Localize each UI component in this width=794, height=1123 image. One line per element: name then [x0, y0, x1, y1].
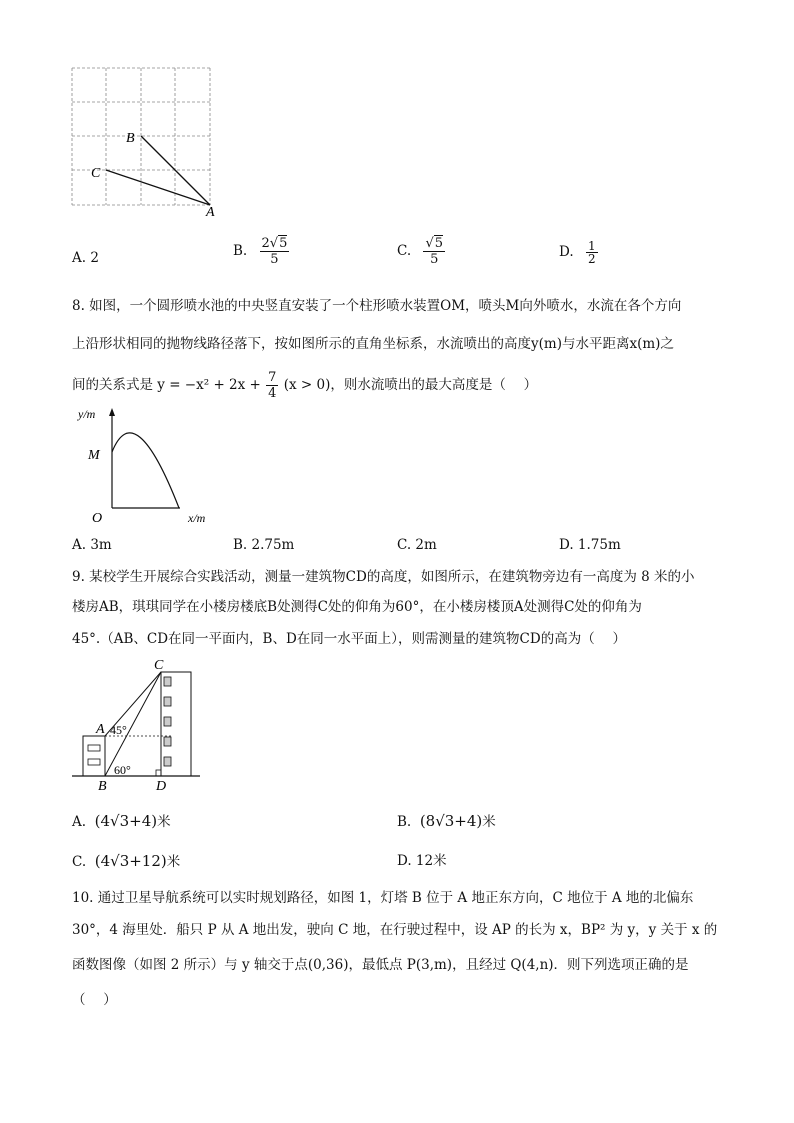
q10-line-3: 函数图像（如图 2 所示）与 y 轴交于点(0,36)，最低点 P(3,m)，且经过 Q(4,n)．则下列选项正确的是 [72, 957, 689, 973]
q10-line-1: 10. 通过卫星导航系统可以实时规划路径，如图 1，灯塔 B 位于 A 地正东方向，C 地位于 A 地的北偏东 [72, 890, 694, 906]
q7-option-c[interactable] [397, 236, 445, 267]
x-axis-label: x/m [188, 511, 206, 525]
q9-option-b[interactable]: B. (8√3+4)米 [397, 812, 496, 830]
q9-line-3: 45°.（AB、CD在同一平面内，B、D在同一水平面上），则需测量的建筑物CD的高为（ ） [72, 631, 626, 647]
label-c: C [91, 166, 101, 181]
q9-option-a[interactable]: A. (4√3+4)米 [72, 812, 171, 830]
q8-parabola-figure [72, 402, 222, 527]
q8-line-2: 上沿形状相同的抛物线路径落下，按如图所示的直角坐标系，水流喷出的高度y(m)与水平距离x(m)之 [72, 336, 674, 352]
segment-ca [106, 170, 210, 205]
q8-option-a[interactable]: A. 3m [72, 537, 112, 553]
q8-option-b[interactable]: B. 2.75m [233, 537, 295, 553]
q7-option-c-fraction: $\frac{√5}{5}$ [425, 236, 444, 267]
q9-line-1: 9. 某校学生开展综合实践活动，测量一建筑物CD的高度，如图所示，在建筑物旁边有一高度为 8 米的小 [72, 569, 695, 585]
q7-option-a[interactable]: A. 2 [72, 250, 99, 266]
label-b: B [98, 779, 107, 794]
tall-window-1 [164, 677, 171, 686]
q10-line-4: （ ） [72, 992, 117, 1008]
small-building-ab [83, 736, 105, 776]
window-2 [88, 759, 100, 765]
q7-option-b-label: B. [233, 243, 248, 259]
tall-window-4 [164, 737, 171, 746]
tall-window-5 [164, 757, 171, 766]
q8-option-d[interactable]: D. 1.75m [559, 537, 621, 553]
q7-option-b-fraction: $\frac{2√5}{5}$ [261, 236, 288, 267]
q7-option-d-fraction: $\frac{1}{2}$ [587, 239, 596, 266]
right-angle-mark [156, 770, 161, 776]
q8-option-c[interactable]: C. 2m [397, 537, 437, 553]
parabola-curve [112, 433, 179, 508]
y-axis-label: y/m [78, 407, 96, 421]
q9-buildings-figure [68, 656, 208, 796]
q7-option-c-label: C. [397, 243, 412, 259]
tall-window-3 [164, 717, 171, 726]
q9-line-2: 楼房AB，琪琪同学在小楼房楼底B处测得C处的仰角为60°，在小楼房楼顶A处测得C处的仰角为 [72, 599, 642, 615]
label-a: A [96, 722, 105, 737]
label-a: A [206, 205, 215, 220]
q9-option-c[interactable]: C. (4√3+12)米 [72, 852, 181, 870]
label-d: D [156, 779, 167, 794]
q7-grid-figure [60, 60, 230, 220]
angle-60: 60° [114, 763, 131, 777]
q9-option-d[interactable]: D. 12米 [397, 853, 447, 869]
q7-option-d-label: D. [559, 244, 574, 260]
q7-option-d[interactable] [559, 240, 598, 265]
window-1 [88, 745, 100, 751]
tall-window-2 [164, 697, 171, 706]
q7-option-b[interactable] [233, 236, 289, 267]
y-axis-arrow [109, 408, 115, 416]
angle-45: 45° [110, 723, 127, 737]
m-label: M [88, 448, 100, 463]
q8-line-1: 8. 如图，一个圆形喷水池的中央竖直安装了一个柱形喷水装置OM，喷头M向外喷水，水流在各个方向 [72, 298, 682, 314]
origin-label: O [92, 511, 103, 526]
segment-ba [141, 136, 210, 205]
q8-line-3: 间的关系式是 y = −x² + 2x + $\frac{7}{4}$ (x > 0)，则水流喷出的最大高度是（ ） [72, 370, 538, 401]
q10-line-2: 30°，4 海里处．船只 P 从 A 地出发，驶向 C 地，在行驶过程中，设 AP 的长为 x，BP² 为 y，y 关于 x 的 [72, 922, 718, 938]
label-c: C [154, 658, 164, 673]
label-b: B [126, 131, 135, 146]
